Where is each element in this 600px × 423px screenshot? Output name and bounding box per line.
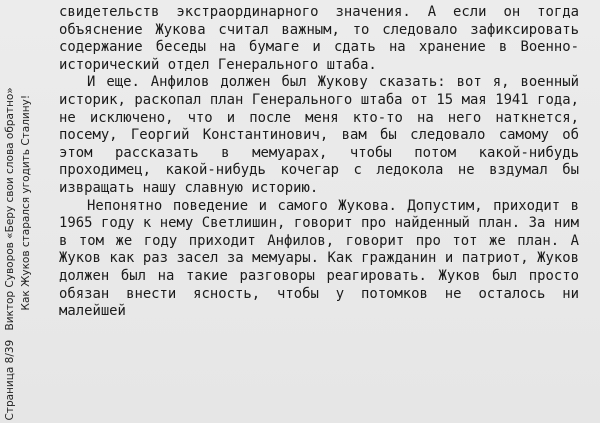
page-number: Страница 8/39 (4, 339, 16, 421)
body-text (59, 4, 579, 321)
paragraph-3: Непонятно поведение и самого Жукова. Допустим, приходит в 1965 году к нему Светлишин, говорит про найденный план. За ним в том же году приходит Анфилов, говорит про тот же план. А Жуков как раз засел за мемуары. Как гражданин и патриот, Жуков должен был на такие разговоры реагировать. Жуков был просто обязан внести ясность, чтобы у потомков не осталось ни малейшей (59, 197, 579, 320)
paragraph-2: И еще. Анфилов должен был Жукову сказать: вот я, военный историк, раскопал план Генерального штаба от 15 мая 1941 года, не исключено, что и после меня кто-то на него наткнется, посему, Георгий Константинович, вам бы следовало самому об этом рассказать в мемуарах, чтобы потом какой-нибудь проходимец, какой-нибудь кочегар с ледокола не вздумал бы извращать нашу славную историю. (59, 74, 579, 196)
side-header-rotated (0, 0, 50, 423)
paragraph-1: свидетельств экстраординарного значения. А если он тогда объяснение Жукова считал важным, то следовало зафиксировать содержание беседы на бумаге и сдать на хранение в Военно-исторический отдел Генерального штаба. (59, 4, 579, 73)
book-title: Виктор Суворов «Беру свои слова обратно» (4, 87, 16, 331)
chapter-title: Как Жуков старался угодить Сталину! (20, 94, 32, 311)
side-header (0, 0, 50, 423)
